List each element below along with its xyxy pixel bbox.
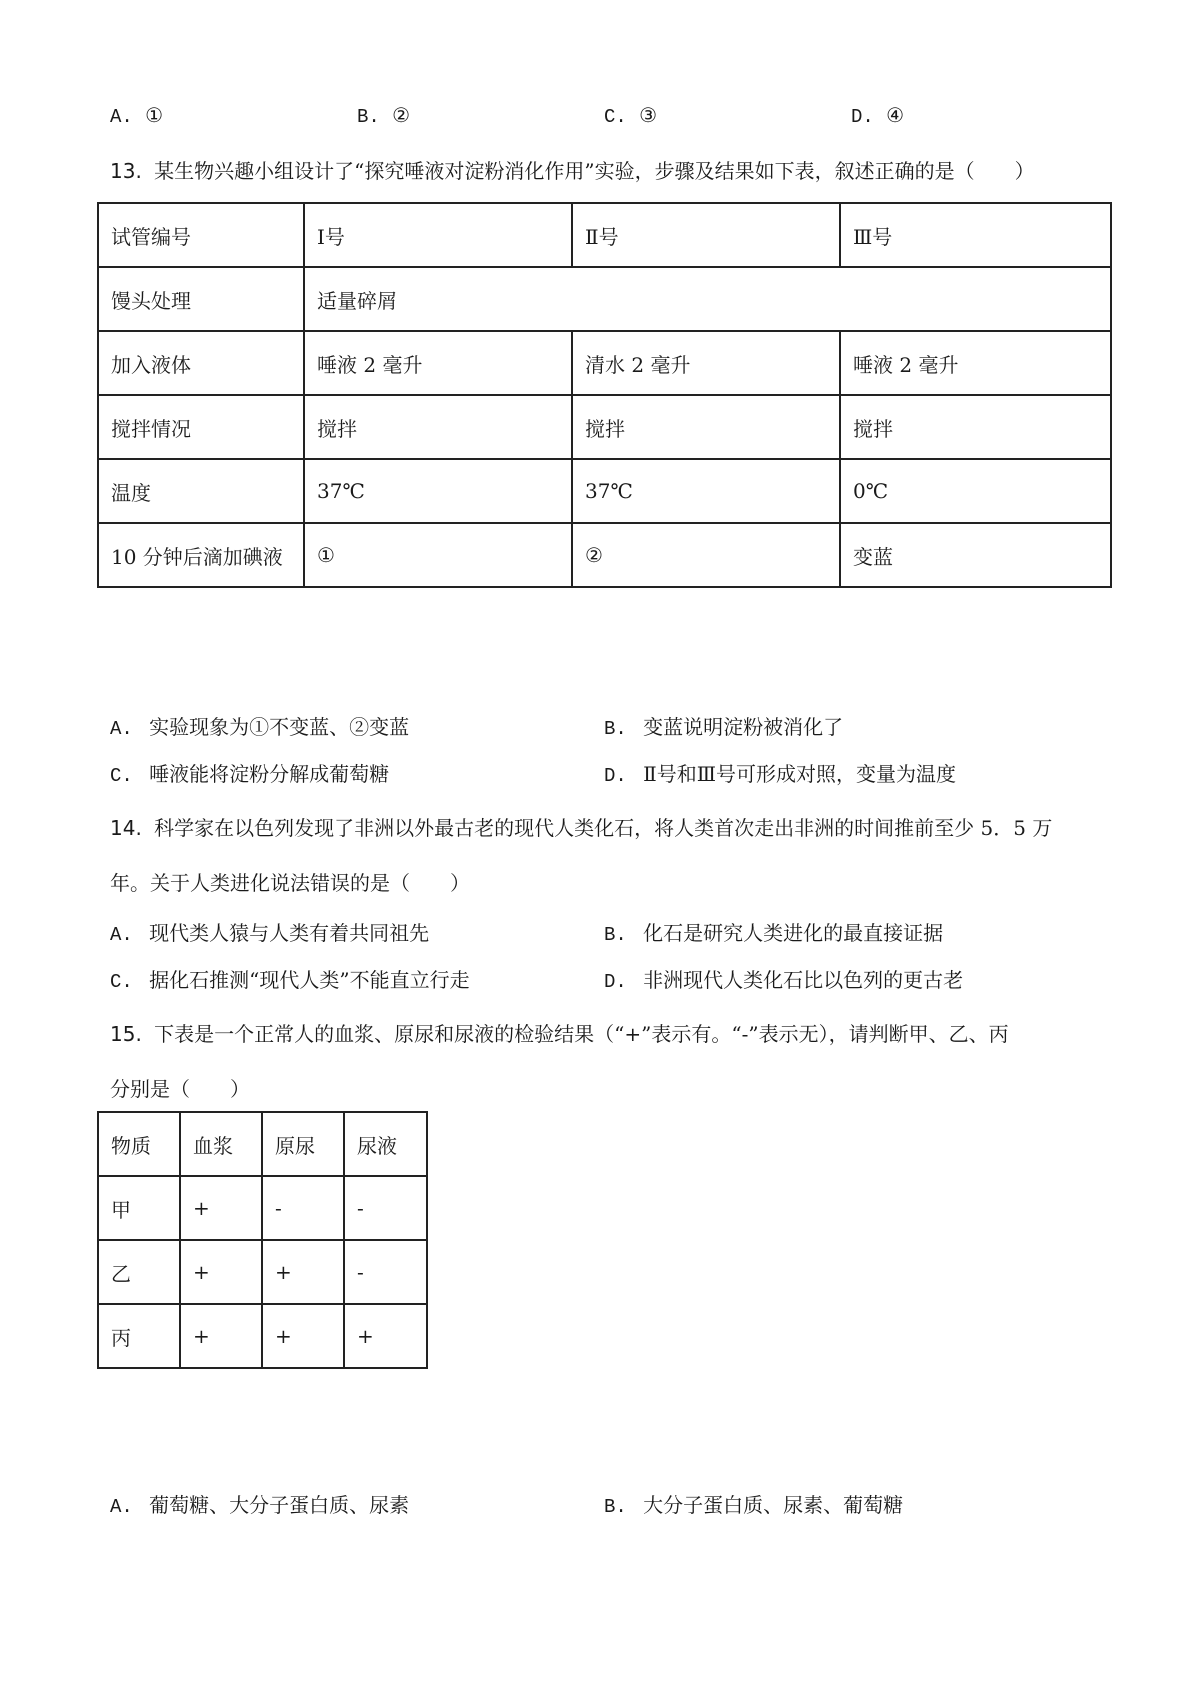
table-cell: 唾液 2 毫升: [840, 331, 1111, 395]
table-cell: 试管编号: [98, 203, 304, 267]
table-cell: 0℃: [840, 459, 1111, 523]
table-cell: 原尿: [262, 1112, 344, 1176]
q15-stem-line2: 分别是（ ）: [110, 1077, 250, 1101]
q13-option-c: C. 唾液能将淀粉分解成葡萄糖: [110, 762, 390, 787]
table-cell: 血浆: [180, 1112, 262, 1176]
table-row: [98, 459, 1111, 523]
table-row: [98, 267, 1111, 331]
table-cell: 甲: [98, 1176, 180, 1240]
table-cell: 乙: [98, 1240, 180, 1304]
table-cell: 馒头处理: [98, 267, 304, 331]
q13-number: 13.: [110, 159, 142, 183]
table-cell: 10 分钟后滴加碘液: [98, 523, 304, 587]
table-cell: 37℃: [572, 459, 840, 523]
table-row: [98, 523, 1111, 587]
table-cell: 丙: [98, 1304, 180, 1368]
q14-option-d: D. 非洲现代人类化石比以色列的更古老: [604, 968, 964, 993]
table-row: [98, 1112, 427, 1176]
table-cell: +: [262, 1240, 344, 1304]
q15-option-b: B. 大分子蛋白质、尿素、葡萄糖: [604, 1493, 904, 1518]
table-cell: 温度: [98, 459, 304, 523]
table-row: [98, 203, 1111, 267]
table-cell: ①: [304, 523, 572, 587]
table-cell: 物质: [98, 1112, 180, 1176]
table-cell: +: [262, 1304, 344, 1368]
q14-number: 14.: [110, 816, 142, 840]
q13-stem: 13. 某生物兴趣小组设计了“探究唾液对淀粉消化作用”实验，步骤及结果如下表，叙述正确的是（ ）: [110, 159, 1035, 183]
q12-option-d: D. ④: [851, 103, 905, 128]
table-cell: 搅拌: [572, 395, 840, 459]
q14-option-c: C. 据化石推测“现代人类”不能直立行走: [110, 968, 470, 993]
q14-stem-line1: 14. 科学家在以色列发现了非洲以外最古老的现代人类化石，将人类首次走出非洲的时间推前至少 5．5 万: [110, 816, 1053, 840]
q14-option-b: B. 化石是研究人类进化的最直接证据: [604, 921, 944, 946]
q14-stem-line2: 年。关于人类进化说法错误的是（ ）: [110, 871, 470, 895]
q15-stem-line1: 15. 下表是一个正常人的血浆、原尿和尿液的检验结果（“+”表示有。“-”表示无），请判断甲、乙、丙: [110, 1022, 1009, 1046]
table-row: [98, 1176, 427, 1240]
table-cell: -: [262, 1176, 344, 1240]
table-cell: +: [344, 1304, 427, 1368]
table-cell: ②: [572, 523, 840, 587]
table-cell: 清水 2 毫升: [572, 331, 840, 395]
q13-option-a: A. 实验现象为①不变蓝、②变蓝: [110, 715, 410, 740]
q12-option-c: C. ③: [604, 103, 658, 128]
table-cell: 适量碎屑: [304, 267, 1111, 331]
table-row: [98, 331, 1111, 395]
q15-urine-table: [97, 1111, 428, 1369]
table-cell: 搅拌: [304, 395, 572, 459]
table-cell: 唾液 2 毫升: [304, 331, 572, 395]
q13-option-d: D. Ⅱ号和Ⅲ号可形成对照，变量为温度: [604, 762, 957, 787]
table-row: [98, 395, 1111, 459]
table-cell: +: [180, 1176, 262, 1240]
q12-option-b: B. ②: [357, 103, 411, 128]
table-cell: 37℃: [304, 459, 572, 523]
table-cell: +: [180, 1304, 262, 1368]
table-cell: +: [180, 1240, 262, 1304]
q15-number: 15.: [110, 1022, 142, 1046]
table-cell: 加入液体: [98, 331, 304, 395]
q15-option-a: A. 葡萄糖、大分子蛋白质、尿素: [110, 1493, 410, 1518]
q13-experiment-table: [97, 202, 1112, 588]
table-cell: 尿液: [344, 1112, 427, 1176]
table-cell: -: [344, 1176, 427, 1240]
table-cell: Ⅲ号: [840, 203, 1111, 267]
table-row: [98, 1304, 427, 1368]
table-cell: 变蓝: [840, 523, 1111, 587]
table-row: [98, 1240, 427, 1304]
q12-option-a: A. ①: [110, 103, 164, 128]
table-cell: 搅拌: [840, 395, 1111, 459]
table-cell: -: [344, 1240, 427, 1304]
table-cell: Ⅰ号: [304, 203, 572, 267]
q14-option-a: A. 现代类人猿与人类有着共同祖先: [110, 921, 430, 946]
table-cell: Ⅱ号: [572, 203, 840, 267]
table-cell: 搅拌情况: [98, 395, 304, 459]
q13-option-b: B. 变蓝说明淀粉被消化了: [604, 715, 844, 740]
